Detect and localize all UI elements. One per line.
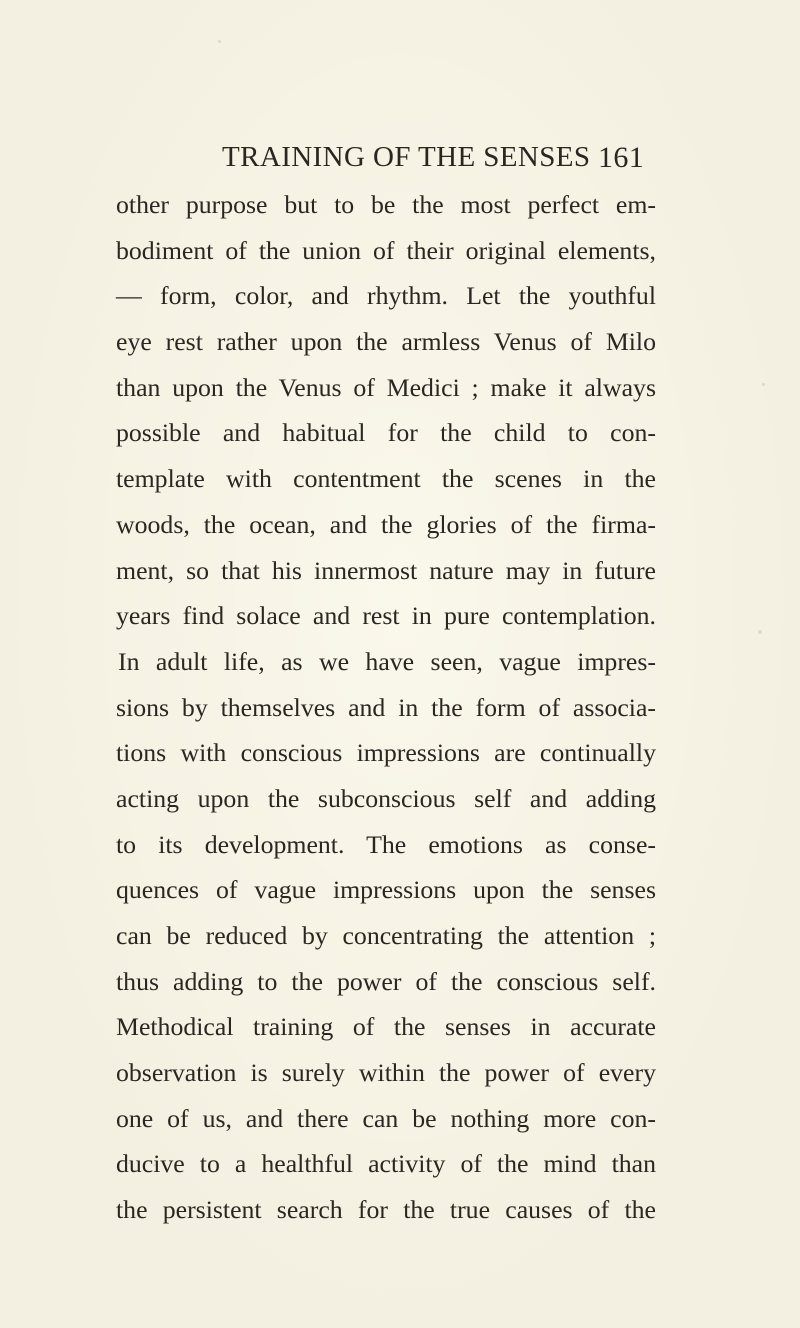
text-line: sions by themselves and in the form of associa- [116, 692, 656, 722]
text-line: thus adding to the power of the conscious self. [116, 966, 656, 996]
text-line: Methodical training of the senses in accurate [116, 1012, 656, 1042]
text-line: tions with conscious impressions are continually [116, 738, 656, 768]
text-line: In adult life, as we have seen, vague impres- [118, 646, 656, 676]
text-line: can be reduced by concentrating the attention ; [116, 921, 656, 950]
text-line: woods, the ocean, and the glories of the firma- [116, 509, 656, 539]
text-line: ducive to a healthful activity of the mind than [116, 1149, 656, 1179]
paper-speck [758, 630, 762, 634]
text-line: — form, color, and rhythm. Let the youthful [116, 281, 656, 311]
text-line: observation is surely within the power of every [116, 1058, 656, 1088]
text-line: the persistent search for the true causes of the [116, 1195, 656, 1225]
text-line: template with contentment the scenes in the [116, 464, 656, 494]
text-line: eye rest rather upon the armless Venus of Milo [116, 327, 656, 357]
text-line: than upon the Venus of Medici ; make it always [116, 372, 656, 402]
text-line: years find solace and rest in pure contemplation. [116, 601, 656, 631]
text-line: acting upon the subconscious self and adding [116, 783, 656, 813]
body-text [116, 182, 656, 1233]
text-line: one of us, and there can be nothing more con- [116, 1103, 656, 1133]
text-line: bodiment of the union of their original elements, [116, 235, 656, 265]
running-title: TRAINING OF THE SENSES [222, 141, 591, 173]
running-head [222, 141, 652, 181]
paper-speck [153, 1164, 157, 1166]
text-line: quences of vague impressions upon the senses [116, 875, 656, 905]
paper-speck [218, 40, 221, 43]
text-line: ment, so that his innermost nature may in future [116, 555, 656, 585]
paper-speck [762, 383, 765, 386]
text-line: other purpose but to be the most perfect em- [116, 190, 656, 219]
text-line: possible and habitual for the child to con- [116, 418, 656, 448]
paper-speck [176, 1164, 179, 1166]
page-number: 161 [598, 141, 645, 174]
text-line: to its development. The emotions as conse- [116, 829, 656, 859]
paper-speck [128, 1162, 131, 1164]
